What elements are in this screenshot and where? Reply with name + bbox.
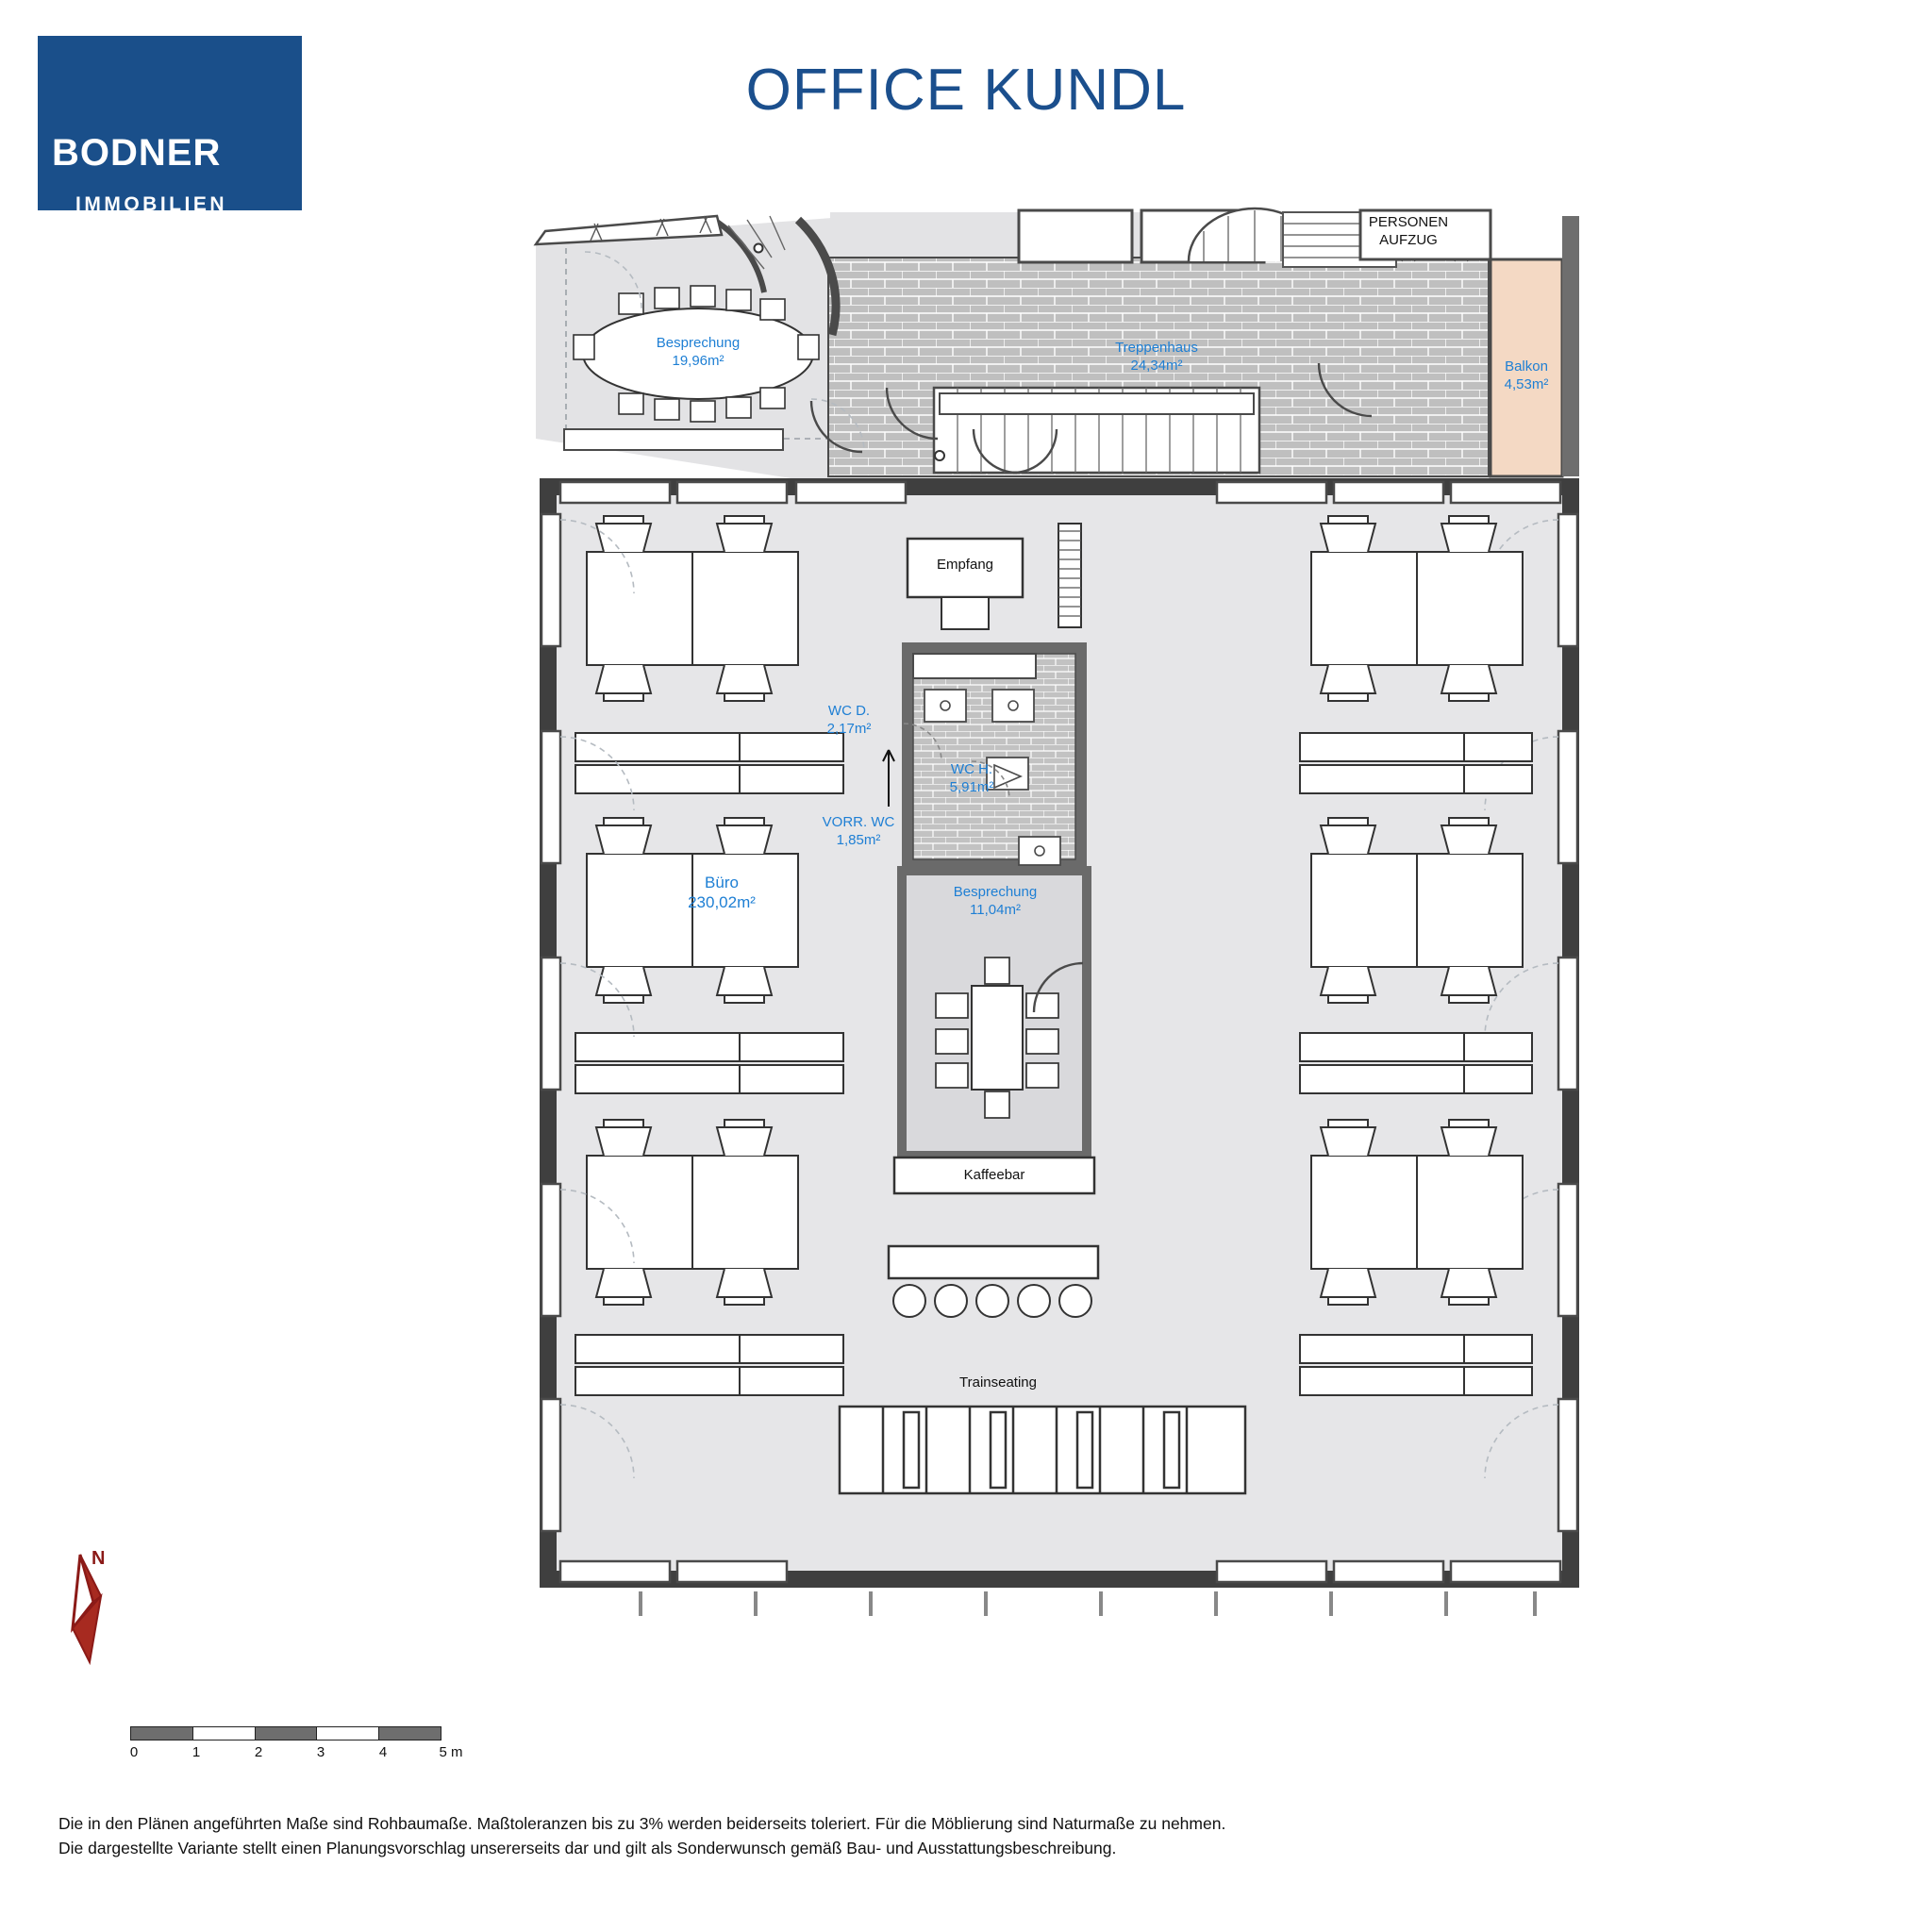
room-area: 24,34m² bbox=[1130, 357, 1183, 374]
room-area: 5,91m² bbox=[949, 778, 994, 795]
scale-bar bbox=[130, 1726, 508, 1763]
room-name: WC H. bbox=[950, 761, 993, 777]
brand-subtitle: IMMOBILIEN bbox=[75, 193, 227, 215]
annotation-empfang: Empfang bbox=[936, 557, 994, 573]
scale-segment bbox=[379, 1727, 441, 1740]
scale-tick: 1 bbox=[192, 1744, 201, 1760]
desk-cluster-right bbox=[1300, 516, 1532, 1395]
room-area: 1,85m² bbox=[836, 831, 881, 848]
annotation-trainseating: Trainseating bbox=[959, 1374, 1037, 1391]
scale-tick: 3 bbox=[316, 1744, 325, 1760]
scale-ticks bbox=[130, 1744, 508, 1763]
room-label-treppenhaus bbox=[1109, 340, 1204, 375]
scale-segment bbox=[256, 1727, 318, 1740]
room-name: Besprechung bbox=[953, 884, 1038, 900]
footnote-line-2: Die dargestellte Variante stellt einen Planungsvorschlag unsererseits dar und gilt als Sonderwunsch gemäß Bau- und Ausstattungsbeschreibung. bbox=[58, 1839, 1117, 1858]
footnote-line-1: Die in den Plänen angeführten Maße sind Rohbaumaße. Maßtoleranzen bis zu 3% werden beiderseits toleriert. Für die Möblierung sind Naturmaße zu nehmen. bbox=[58, 1814, 1226, 1833]
annotation-personenaufzug bbox=[1357, 214, 1460, 250]
room-name: Balkon bbox=[1505, 358, 1548, 375]
room-name: WC D. bbox=[827, 703, 871, 719]
room-area: 4,53m² bbox=[1504, 375, 1549, 392]
scale-segment bbox=[193, 1727, 256, 1740]
room-label-besprechung-mid bbox=[943, 884, 1047, 920]
footnote bbox=[58, 1811, 1379, 1861]
room-label-besprechung-top bbox=[651, 335, 745, 371]
scale-tick: 5 m bbox=[439, 1744, 463, 1760]
scale-tick: 4 bbox=[378, 1744, 388, 1760]
room-area: 11,04m² bbox=[970, 901, 1021, 918]
floor-plan bbox=[528, 203, 1660, 1674]
room-label-balkon bbox=[1479, 358, 1574, 394]
page-title: OFFICE KUNDL bbox=[745, 58, 1187, 123]
room-label-wc-h bbox=[924, 761, 1019, 797]
scale-segment bbox=[317, 1727, 379, 1740]
room-area: 2,17m² bbox=[826, 720, 872, 737]
room-area: 19,96m² bbox=[672, 352, 724, 369]
room-area: 230,02m² bbox=[688, 893, 756, 912]
room-name: Treppenhaus bbox=[1115, 340, 1198, 356]
room-label-buero bbox=[670, 873, 774, 913]
scale-segment bbox=[131, 1727, 193, 1740]
room-label-wc-d bbox=[802, 703, 896, 739]
room-name: Büro bbox=[705, 874, 739, 891]
room-name: Besprechung bbox=[656, 335, 741, 351]
north-label: N bbox=[92, 1548, 106, 1569]
brand-name: BODNER bbox=[52, 132, 222, 174]
north-arrow bbox=[52, 1547, 137, 1670]
annotation-line-1: PERSONEN bbox=[1368, 214, 1449, 230]
scale-tick: 0 bbox=[129, 1744, 139, 1760]
room-name: VORR. WC bbox=[822, 814, 895, 830]
scale-bar-segments bbox=[130, 1726, 441, 1740]
dimension-ticks bbox=[640, 1591, 1536, 1616]
scale-tick: 2 bbox=[254, 1744, 263, 1760]
room-label-vorr-wc bbox=[802, 814, 915, 850]
annotation-kaffeebar: Kaffeebar bbox=[963, 1167, 1025, 1183]
annotation-line-2: AUFZUG bbox=[1379, 231, 1438, 248]
